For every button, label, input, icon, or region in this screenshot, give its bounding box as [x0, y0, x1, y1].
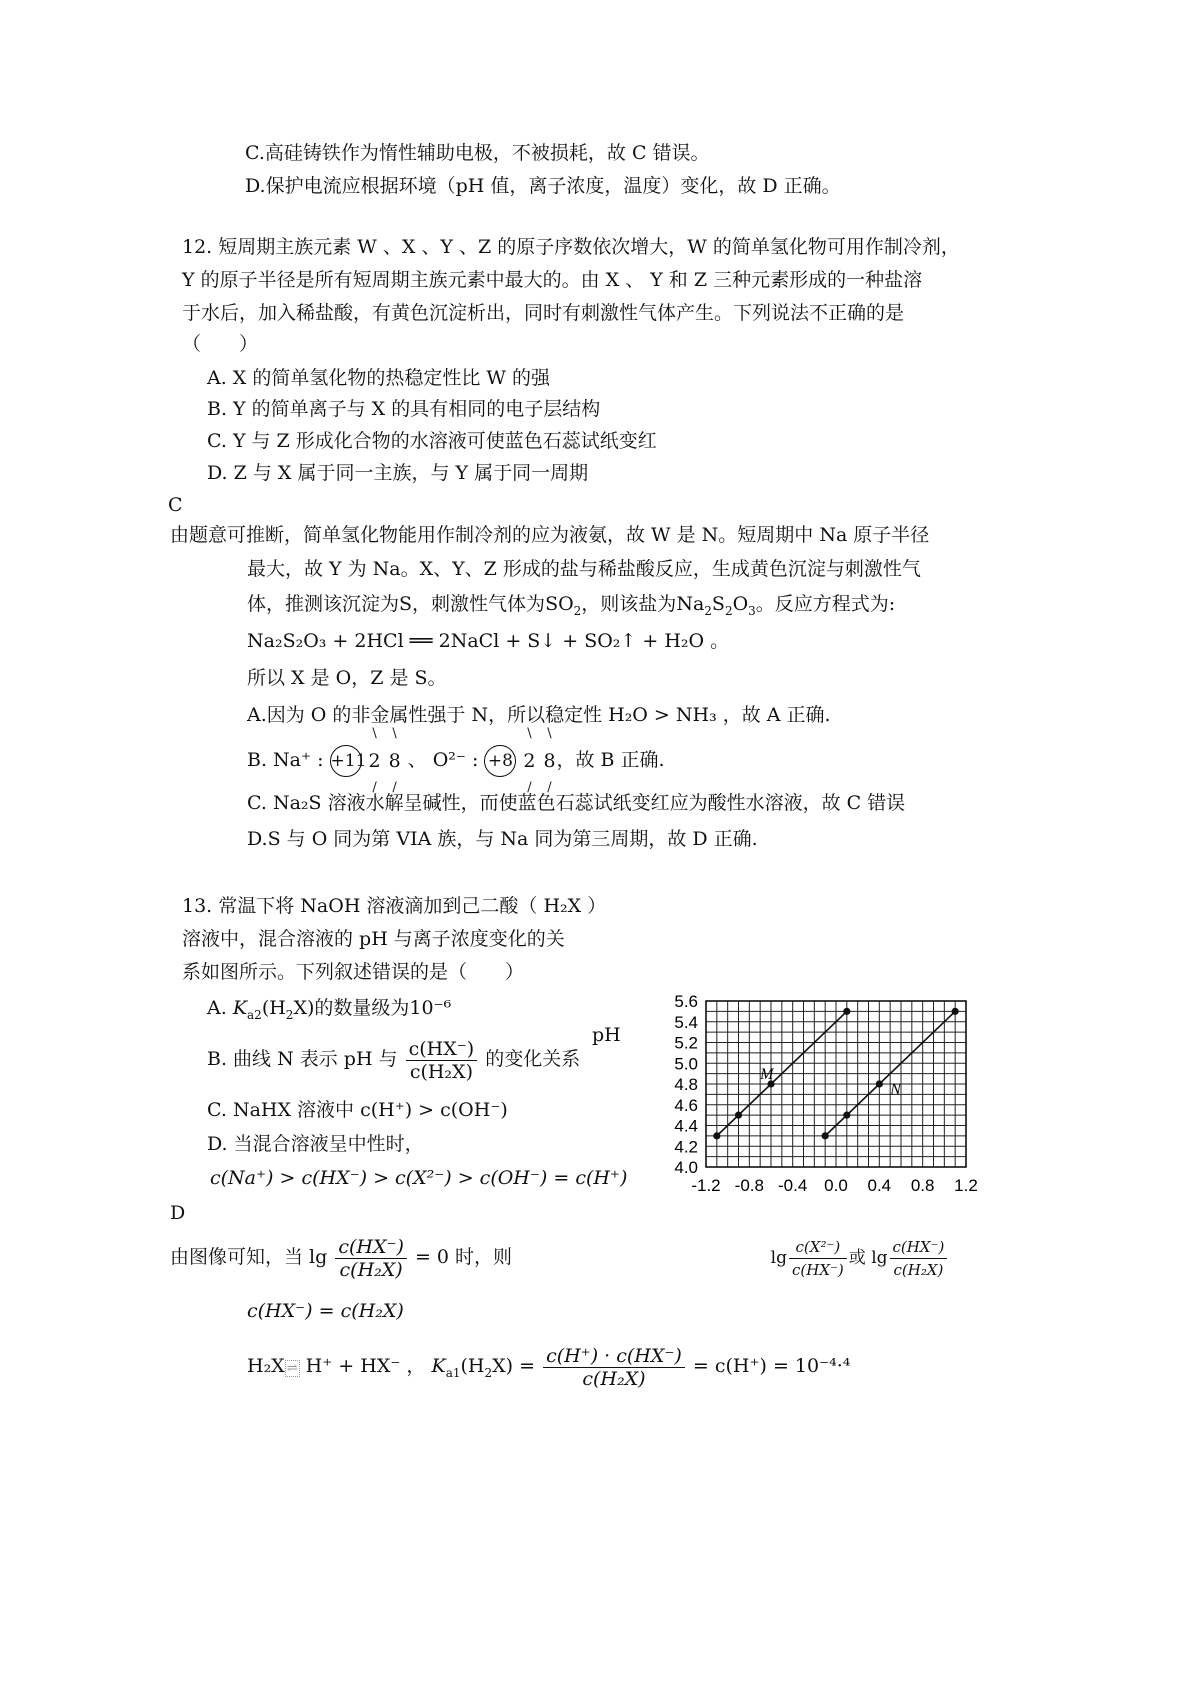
q12-explain-a: A.因为 O 的非金属性强于 N，所以稳定性 H₂O > NH₃ ，故 A 正确.	[247, 704, 831, 726]
x-tick-label: -1.2	[691, 1176, 721, 1195]
q13-option-d: D. 当混合溶液呈中性时，	[207, 1133, 424, 1155]
q12-explain-line2: 最大，故 Y 为 Na。X、Y、Z 形成的盐与稀盐酸反应，生成黄色沉淀与刺激性气	[247, 558, 921, 580]
chart-x-axis-label: lg $\frac{\text{c(X²⁻)}}{c(HX^-)}$ 或 lg $\frac{c(HX^-)}{\text{c(H₂X)}}$	[740, 1233, 980, 1283]
q12-stem-line2: Y 的原子半径是所有短周期主族元素中最大的。由 X 、 Y 和 Z 三种元素形成的一种盐溶	[182, 269, 923, 291]
x-tick-label: 0.8	[910, 1176, 935, 1195]
prev-option-d: D.保护电流应根据环境（pH 值，离子浓度，温度）变化，故 D 正确。	[245, 175, 841, 197]
chart-y-axis-label: pH	[592, 1024, 621, 1046]
q12-equation: Na₂S₂O₃ + 2HCl ══ 2NaCl + S↓ + SO₂↑ + H₂O 。	[247, 630, 730, 652]
q13-stem-line1: 13. 常温下将 NaOH 溶液滴加到己二酸（ H₂X ）	[182, 895, 607, 917]
x-tick-label: -0.8	[734, 1176, 764, 1195]
q12-answer: C	[168, 494, 183, 516]
q13-option-b: B. 曲线 N 表示 pH 与 $\frac{c(HX^-)}{\text{c(H₂X)}}$ 的变化关系	[207, 1037, 581, 1083]
q12-option-d: D. Z 与 X 属于同一主族，与 Y 属于同一周期	[207, 462, 589, 484]
ph-chart	[660, 995, 1020, 1279]
q12-explain-conclusion: 所以 X 是 O，Z 是 S。	[247, 667, 447, 689]
x-tick-label: 1.2	[954, 1176, 978, 1195]
o-nucleus: +8	[484, 745, 516, 777]
x-tick-label: 0.4	[867, 1176, 892, 1195]
q12-option-c: C. Y 与 Z 形成化合物的水溶液可使蓝色石蕊试纸变红	[207, 430, 657, 452]
q13-explain-line2: c(HX⁻) = c(H₂X)	[247, 1300, 404, 1322]
q12-stem-line1: 12. 短周期主族元素 W 、X 、Y 、Z 的原子序数依次增大，W 的简单氢化物可用作制冷剂，	[182, 236, 960, 258]
q12-explain-c: C. Na₂S 溶液水解呈碱性，而使蓝色石蕊试纸变红应为酸性水溶液，故 C 错误	[247, 792, 906, 814]
y-tick-label: 5.4	[674, 1012, 698, 1032]
data-point-N	[822, 1132, 829, 1139]
y-tick-label: 5.6	[674, 995, 698, 1011]
data-point-N	[952, 1008, 959, 1015]
y-tick-label: 5.0	[674, 1054, 698, 1074]
q12-explain-line1: 由题意可推断，简单氢化物能用作制冷剂的应为液氨，故 W 是 N。短周期中 Na 原子半径	[170, 524, 930, 546]
x-tick-label: -0.4	[778, 1176, 808, 1195]
series-label-M: M	[760, 1065, 774, 1083]
q13-option-a: A. $K_{a2}(H_2X)$的数量级为10⁻⁶	[207, 997, 452, 1022]
q12-stem-line3: 于水后，加入稀盐酸，有黄色沉淀析出，同时有刺激性气体产生。下列说法不正确的是	[182, 302, 905, 324]
na-nucleus: +11	[330, 745, 362, 777]
q13-stem-line3: 系如图所示。下列叙述错误的是（ ）	[182, 961, 525, 983]
q12-explain-line3: 体，推测该沉淀为S，刺激性气体为$SO_2$，则该盐为$Na_2S_2O_3$。反应方程式为:	[247, 593, 896, 618]
q13-answer: D	[170, 1202, 186, 1224]
q12-explain-d: D.S 与 O 同为第 VIA 族，与 Na 同为第三周期，故 D 正确.	[247, 828, 758, 850]
series-label-N: N	[890, 1081, 901, 1099]
x-tick-label: 0.0	[824, 1176, 848, 1195]
q12-option-a: A. X 的简单氢化物的热稳定性比 W 的强	[207, 367, 550, 389]
y-tick-label: 4.4	[674, 1116, 698, 1136]
data-point-N	[843, 1112, 850, 1119]
y-tick-label: 4.6	[674, 1095, 698, 1115]
y-tick-label: 4.2	[674, 1137, 698, 1157]
data-point-M	[843, 1008, 850, 1015]
data-point-M	[713, 1132, 720, 1139]
q13-option-d-relation: c(Na⁺) > c(HX⁻) > c(X²⁻) > c(OH⁻) = c(H⁺)	[210, 1167, 628, 1189]
q12-explain-b: B. Na⁺ : +11 \ 2 / \ 8 / 、 O²⁻ : +8 \ 2 / \ 8 / ，故 B 正确.	[247, 726, 665, 795]
q13-stem-line2: 溶液中，混合溶液的 pH 与离子浓度变化的关	[182, 928, 565, 950]
q12-paren: （ ）	[182, 333, 259, 355]
data-point-M	[735, 1112, 742, 1119]
prev-option-c: C.高硅铸铁作为惰性辅助电极，不被损耗，故 C 错误。	[245, 142, 710, 164]
data-point-N	[876, 1080, 883, 1087]
q13-explain-line1: 由图像可知，当 lg $\frac{c(HX^-)}{\text{c(H₂X)}}$ = 0 时，则	[170, 1235, 513, 1281]
y-tick-label: 4.8	[674, 1075, 698, 1094]
q12-option-b: B. Y 的简单离子与 X 的具有相同的电子层结构	[207, 398, 601, 420]
y-tick-label: 4.0	[674, 1158, 698, 1177]
q13-explain-line3: H₂X ⇌ H⁺ + HX⁻ ， $K_{a1}(H_2X)$ = $\frac{c(H^+) \cdot c(HX^-)}{\text{c(H₂X)}}$ = c(H⁺) = 10⁻⁴·⁴	[247, 1344, 851, 1390]
q13-option-c: C. NaHX 溶液中 c(H⁺) > c(OH⁻)	[207, 1099, 508, 1121]
y-tick-label: 5.2	[674, 1033, 698, 1053]
